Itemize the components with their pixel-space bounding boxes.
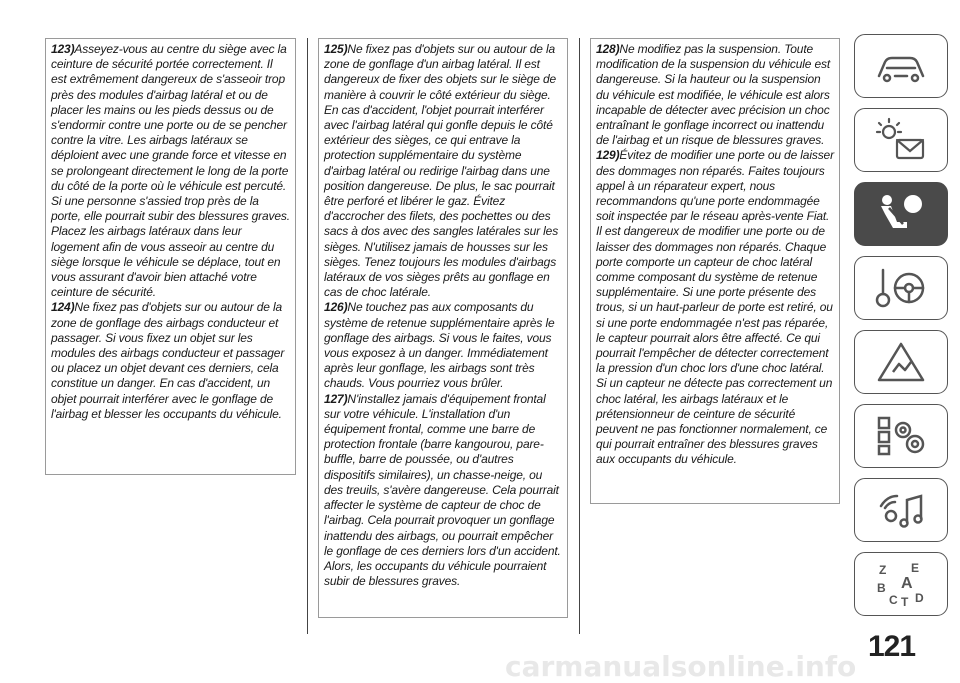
tab-starting-driving[interactable] bbox=[854, 256, 948, 320]
tab-multimedia[interactable] bbox=[854, 478, 948, 542]
paragraph-text: Ne modifiez pas la suspension. Toute modification de la suspension du véhicule est dangereuse. Si la hauteur ou la suspension du véhicule est modifiée, le véhicule est alors incapable de détecter avec précision un choc entraînant le gonflage incorrect ou inattendu de l'airbag et un risque de blessures graves. bbox=[596, 42, 831, 148]
paragraph-123 bbox=[51, 42, 291, 300]
paragraph-number: 126) bbox=[324, 300, 348, 315]
tab-index[interactable] bbox=[854, 552, 948, 616]
warning-lights-icon bbox=[873, 116, 929, 164]
tab-maintenance[interactable] bbox=[854, 404, 948, 468]
warning-box-1 bbox=[45, 38, 296, 475]
airbag-seat-icon bbox=[873, 190, 929, 238]
page-number: 121 bbox=[868, 630, 916, 663]
paragraph-text: Ne touchez pas aux composants du système de retenue supplémentaire après le gonflage des airbags. Si vous le faites, vous vous exposez à un danger. Immédiatement après leur gonflage, les airbags sont très chauds. Vous pourriez vous brûler. bbox=[324, 300, 555, 391]
column-divider bbox=[579, 38, 580, 634]
index-letter: Z bbox=[879, 563, 887, 577]
paragraph-number: 125) bbox=[324, 42, 348, 56]
column-divider bbox=[307, 38, 308, 634]
paragraph-number: 129) bbox=[596, 148, 620, 163]
maintenance-gears-icon bbox=[873, 412, 929, 460]
multimedia-icon bbox=[873, 486, 929, 534]
watermark: carmanualsonline.info bbox=[505, 650, 857, 683]
paragraph-text: Ne fixez pas d'objets sur ou autour de la zone de gonflage d'un airbag latéral. Il est dangereux de fixer des objets sur le siège de manière à couvrir le côté extérieur du siège. En cas d'accident, l'objet pourrait interférer avec l'airbag latéral qui gonfle depuis le côté extérieur des sièges, ce qui entrave la protection supplémentaire du système d'airbag latéral ou redirige l'airbag dans une position dangereuse. De plus, le sac pourrait être perforé et libérer le gaz. Évitez d'accrocher des filets, des pochettes ou des sacs à dos avec des sangles latérales sur les sièges. N'utilisez jamais de housses sur les sièges. Tenez toujours les modules d'airbags latéraux de vos sièges prêts au gonflage en cas de choc latérale. bbox=[324, 42, 559, 300]
index-letter: T bbox=[901, 595, 909, 608]
key-steering-icon bbox=[873, 264, 929, 312]
tab-warning-lights[interactable] bbox=[854, 108, 948, 172]
index-letter: E bbox=[911, 561, 920, 575]
paragraph-129 bbox=[596, 148, 835, 467]
alphabetical-index-icon bbox=[873, 560, 929, 608]
paragraph-124 bbox=[51, 300, 291, 422]
index-letter: C bbox=[889, 593, 898, 607]
tab-safety[interactable] bbox=[854, 182, 948, 246]
paragraph-number: 127) bbox=[324, 391, 348, 406]
warning-box-2 bbox=[318, 38, 568, 618]
paragraph-text: Ne fixez pas d'objets sur ou autour de la zone de gonflage des airbags conducteur et passager. Si vous fixez un objet sur les modules des airbags conducteur et passager ou placez un objet devant ces derniers, cela constitue un danger. En cas d'accident, un objet pourrait interférer avec le gonflage de l'airbag et blesser les occupants du véhicule. bbox=[51, 300, 285, 421]
tab-emergency[interactable] bbox=[854, 330, 948, 394]
tab-dashboard[interactable] bbox=[854, 34, 948, 98]
index-letter: B bbox=[877, 581, 886, 595]
index-letter: A bbox=[901, 575, 913, 592]
paragraph-number: 128) bbox=[596, 42, 620, 56]
paragraph-text: Évitez de modifier une porte ou de laisser des dommages non réparés. Faites toujours appel à un réparateur expert, nous recommandons qu'une porte endommagée soit inspectée par le réseau après-vente Fiat. Il est dangereux de modifier une porte ou de laisser des dommages non réparés. Chaque porte comporte un capteur de choc latéral comme composant du système de retenue supplémentaire. Si une porte présente des trous, si un haut-parleur de porte est retiré, ou si une porte endommagée n'est pas réparée, le capteur pourrait alors être affecté. Ce qui pourrait l'empêcher de détecter correctement la pression d'un choc lors d'une choc latéral. Si un capteur ne détecte pas correctement un choc latéral, les airbags latéraux et le prétensionneur de ceinture de sécurité peuvent ne pas fonctionner normalement, ce qui pourrait entraîner des blessures graves aux occupants du véhicule. bbox=[596, 148, 834, 467]
paragraph-number: 124) bbox=[51, 300, 75, 315]
paragraph-text: Asseyez-vous au centre du siège avec la ceinture de sécurité portée correctement. Il est extrêmement dangereux de s'asseoir trop près des modules d'airbag latéral et ou de placer les mains ou les pieds dessus ou de s'endormir contre une porte ou de se pencher contre la vitre. Les airbags latéraux se déploient avec une grande force et vitesse en se prolongeant directement le long de la porte du côté de la porte où le véhicule est percuté. Si une personne s'assied trop près de la porte, elle pourrait subir des blessures graves. Placez les airbags latéraux dans leur logement afin de vous asseoir au centre du siège lorsque le véhicule se déplace, tout en vous assurant d'avoir bien attaché votre ceinture de sécurité. bbox=[51, 42, 290, 300]
car-dashboard-icon bbox=[873, 42, 929, 90]
breakdown-warning-icon bbox=[873, 338, 929, 386]
paragraph-128 bbox=[596, 42, 835, 148]
paragraph-125 bbox=[324, 42, 563, 300]
paragraph-127 bbox=[324, 392, 563, 590]
paragraph-text: N'installez jamais d'équipement frontal sur votre véhicule. L'installation d'un équipement frontal, comme une barre de protection frontale (barre kangourou, pare-buffle, barre de poussée, ou d'autres dispositifs similaires), un chasse-neige, ou des treuils, s'avère dangereuse. Cela pourrait affecter le système de capteur de choc de l'airbag. Cela pourrait provoquer un gonflage inattendu des airbags, ou pourrait empêcher le gonflage de ces derniers lors d'un accident. Alors, les occupants du véhicule pourraient subir de blessures graves. bbox=[324, 391, 561, 589]
warning-box-3 bbox=[590, 38, 840, 504]
index-letter: D bbox=[915, 591, 924, 605]
paragraph-126 bbox=[324, 300, 563, 391]
paragraph-number: 123) bbox=[51, 42, 75, 56]
